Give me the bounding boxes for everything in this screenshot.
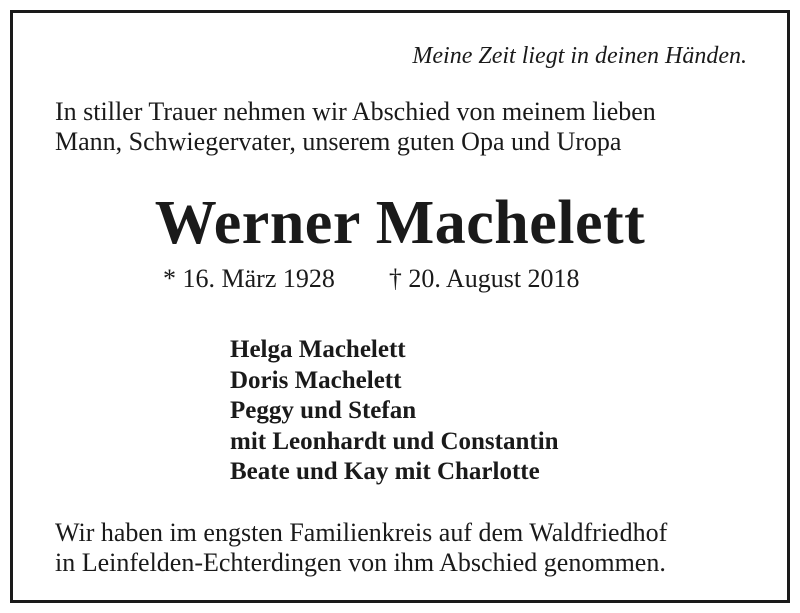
closing-line: Wir haben im engsten Familienkreis auf dem Waldfriedhof <box>55 518 668 547</box>
birth-date: * 16. März 1928 <box>163 264 335 293</box>
mourner-line: Beate und Kay mit Charlotte <box>230 458 540 485</box>
mourners-list <box>230 335 559 488</box>
mourner-line: Peggy und Stefan <box>230 397 417 424</box>
mourner-line: Doris Machelett <box>230 366 402 394</box>
motto-quote: Meine Zeit liegt in deinen Händen. <box>412 43 747 69</box>
closing-line: in Leinfelden-Echterdingen von ihm Abschied genommen. <box>55 548 666 577</box>
closing-text <box>55 518 667 578</box>
life-dates <box>163 264 580 294</box>
mourner-line: Helga Machelett <box>230 336 406 363</box>
deceased-name: Werner Machelett <box>154 189 646 257</box>
death-date: † 20. August 2018 <box>388 264 580 293</box>
obituary-notice <box>10 10 790 603</box>
intro-line: In stiller Trauer nehmen wir Abschied von meinem lieben <box>55 97 656 126</box>
mourner-line: mit Leonhardt und Constantin <box>230 427 559 455</box>
intro-line: Mann, Schwiegervater, unserem guten Opa und Uropa <box>55 127 622 156</box>
intro-text <box>55 97 656 157</box>
